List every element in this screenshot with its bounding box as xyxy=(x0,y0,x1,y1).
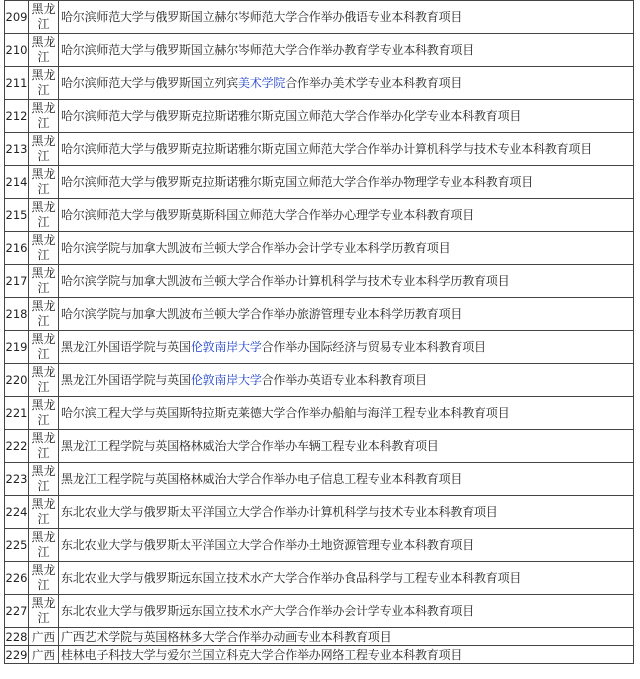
institution-link[interactable]: 美术学院 xyxy=(238,75,286,90)
project-name-cell xyxy=(59,496,634,529)
table-row xyxy=(5,331,634,364)
province-cell: 黑龙江 xyxy=(29,34,59,67)
province-cell: 黑龙江 xyxy=(29,364,59,397)
table-row xyxy=(5,364,634,397)
table-row xyxy=(5,34,634,67)
project-name-text-tail: 合作举办英语专业本科教育项目 xyxy=(261,372,427,387)
row-number: 209 xyxy=(5,1,29,34)
table-row xyxy=(5,67,634,100)
project-name-text: 哈尔滨师范大学与俄罗斯国立赫尔岑师范大学合作举办俄语专业本科教育项目 xyxy=(61,9,463,24)
province-cell: 黑龙江 xyxy=(29,232,59,265)
province-cell: 黑龙江 xyxy=(29,166,59,199)
row-number: 211 xyxy=(5,67,29,100)
project-name-cell xyxy=(59,628,634,646)
table-row xyxy=(5,265,634,298)
province-cell: 广西 xyxy=(29,628,59,646)
project-name-cell xyxy=(59,397,634,430)
row-number: 220 xyxy=(5,364,29,397)
project-name-text: 哈尔滨师范大学与俄罗斯克拉斯诺雅尔斯克国立师范大学合作举办物理学专业本科教育项目 xyxy=(61,174,534,189)
province-cell: 黑龙江 xyxy=(29,463,59,496)
province-cell: 广西 xyxy=(29,646,59,664)
table-row xyxy=(5,628,634,646)
row-number: 210 xyxy=(5,34,29,67)
cooperation-projects-table xyxy=(4,0,634,664)
project-name-cell xyxy=(59,232,634,265)
row-number: 216 xyxy=(5,232,29,265)
table-row xyxy=(5,232,634,265)
project-name-cell xyxy=(59,133,634,166)
table-row xyxy=(5,496,634,529)
table-row xyxy=(5,298,634,331)
project-name-text: 哈尔滨师范大学与俄罗斯国立列宾 xyxy=(61,75,239,90)
project-name-text: 哈尔滨学院与加拿大凯波布兰顿大学合作举办计算机科学与技术专业本科学历教育项目 xyxy=(61,273,510,288)
project-name-cell xyxy=(59,100,634,133)
project-name-cell xyxy=(59,529,634,562)
row-number: 224 xyxy=(5,496,29,529)
table-row xyxy=(5,1,634,34)
province-cell: 黑龙江 xyxy=(29,529,59,562)
province-cell: 黑龙江 xyxy=(29,265,59,298)
table-row xyxy=(5,430,634,463)
project-name-text: 哈尔滨师范大学与俄罗斯莫斯科国立师范大学合作举办心理学专业本科教育项目 xyxy=(61,207,475,222)
province-cell: 黑龙江 xyxy=(29,1,59,34)
project-name-text: 桂林电子科技大学与爱尔兰国立科克大学合作举办网络工程专业本科教育项目 xyxy=(61,647,463,662)
province-cell: 黑龙江 xyxy=(29,331,59,364)
project-name-text-tail: 合作举办美术学专业本科教育项目 xyxy=(285,75,463,90)
table-row xyxy=(5,199,634,232)
province-cell: 黑龙江 xyxy=(29,100,59,133)
project-name-text: 哈尔滨师范大学与俄罗斯国立赫尔岑师范大学合作举办教育学专业本科教育项目 xyxy=(61,42,475,57)
project-name-cell xyxy=(59,562,634,595)
project-name-text-tail: 合作举办国际经济与贸易专业本科教育项目 xyxy=(261,339,486,354)
project-name-text: 广西艺术学院与英国格林多大学合作举办动画专业本科教育项目 xyxy=(61,629,392,644)
row-number: 212 xyxy=(5,100,29,133)
project-name-cell xyxy=(59,265,634,298)
table-row xyxy=(5,397,634,430)
project-name-cell xyxy=(59,364,634,397)
project-name-cell xyxy=(59,646,634,664)
project-name-cell xyxy=(59,595,634,628)
project-name-text: 黑龙江外国语学院与英国 xyxy=(61,372,191,387)
row-number: 218 xyxy=(5,298,29,331)
project-name-text: 哈尔滨学院与加拿大凯波布兰顿大学合作举办会计学专业本科学历教育项目 xyxy=(61,240,451,255)
project-name-cell xyxy=(59,298,634,331)
project-name-text: 哈尔滨学院与加拿大凯波布兰顿大学合作举办旅游管理专业本科学历教育项目 xyxy=(61,306,463,321)
table-row xyxy=(5,166,634,199)
row-number: 221 xyxy=(5,397,29,430)
province-cell: 黑龙江 xyxy=(29,397,59,430)
province-cell: 黑龙江 xyxy=(29,430,59,463)
province-cell: 黑龙江 xyxy=(29,496,59,529)
row-number: 219 xyxy=(5,331,29,364)
project-name-cell xyxy=(59,166,634,199)
row-number: 228 xyxy=(5,629,28,644)
province-cell: 黑龙江 xyxy=(29,595,59,628)
project-name-text: 黑龙江外国语学院与英国 xyxy=(61,339,191,354)
project-name-cell xyxy=(59,199,634,232)
project-name-cell xyxy=(59,1,634,34)
province-cell: 黑龙江 xyxy=(29,67,59,100)
table-row xyxy=(5,646,634,664)
province-cell: 黑龙江 xyxy=(29,199,59,232)
table-row xyxy=(5,133,634,166)
project-name-cell xyxy=(59,430,634,463)
table-row xyxy=(5,562,634,595)
project-name-text: 哈尔滨师范大学与俄罗斯克拉斯诺雅尔斯克国立师范大学合作举办化学专业本科教育项目 xyxy=(61,108,522,123)
row-number: 217 xyxy=(5,265,29,298)
institution-link[interactable]: 伦敦南岸大学 xyxy=(190,372,262,387)
project-name-text: 黑龙江工程学院与英国格林威治大学合作举办电子信息工程专业本科教育项目 xyxy=(61,471,463,486)
institution-link[interactable]: 伦敦南岸大学 xyxy=(190,339,262,354)
row-number: 214 xyxy=(5,166,29,199)
row-number: 223 xyxy=(5,463,29,496)
row-number: 226 xyxy=(5,562,29,595)
project-name-cell xyxy=(59,34,634,67)
project-name-cell xyxy=(59,463,634,496)
row-number: 229 xyxy=(5,647,28,662)
project-name-text: 东北农业大学与俄罗斯远东国立技术水产大学合作举办食品科学与工程专业本科教育项目 xyxy=(61,570,522,585)
project-name-cell xyxy=(59,67,634,100)
table-row xyxy=(5,463,634,496)
province-cell: 黑龙江 xyxy=(29,133,59,166)
table-row xyxy=(5,529,634,562)
project-name-text: 东北农业大学与俄罗斯太平洋国立大学合作举办计算机科学与技术专业本科教育项目 xyxy=(61,504,498,519)
project-name-text: 东北农业大学与俄罗斯太平洋国立大学合作举办土地资源管理专业本科教育项目 xyxy=(61,537,475,552)
project-name-cell xyxy=(59,331,634,364)
table-body xyxy=(5,1,634,664)
project-name-text: 哈尔滨工程大学与英国斯特拉斯克莱德大学合作举办船舶与海洋工程专业本科教育项目 xyxy=(61,405,510,420)
row-number: 225 xyxy=(5,529,29,562)
table-row xyxy=(5,100,634,133)
project-name-text: 哈尔滨师范大学与俄罗斯克拉斯诺雅尔斯克国立师范大学合作举办计算机科学与技术专业本科教育项目 xyxy=(61,141,593,156)
row-number: 227 xyxy=(5,595,29,628)
province-cell: 黑龙江 xyxy=(29,562,59,595)
project-name-text: 黑龙江工程学院与英国格林威治大学合作举办车辆工程专业本科教育项目 xyxy=(61,438,439,453)
table-row xyxy=(5,595,634,628)
row-number: 222 xyxy=(5,430,29,463)
row-number: 213 xyxy=(5,133,29,166)
row-number: 215 xyxy=(5,199,29,232)
province-cell: 黑龙江 xyxy=(29,298,59,331)
project-name-text: 东北农业大学与俄罗斯远东国立技术水产大学合作举办会计学专业本科教育项目 xyxy=(61,603,475,618)
